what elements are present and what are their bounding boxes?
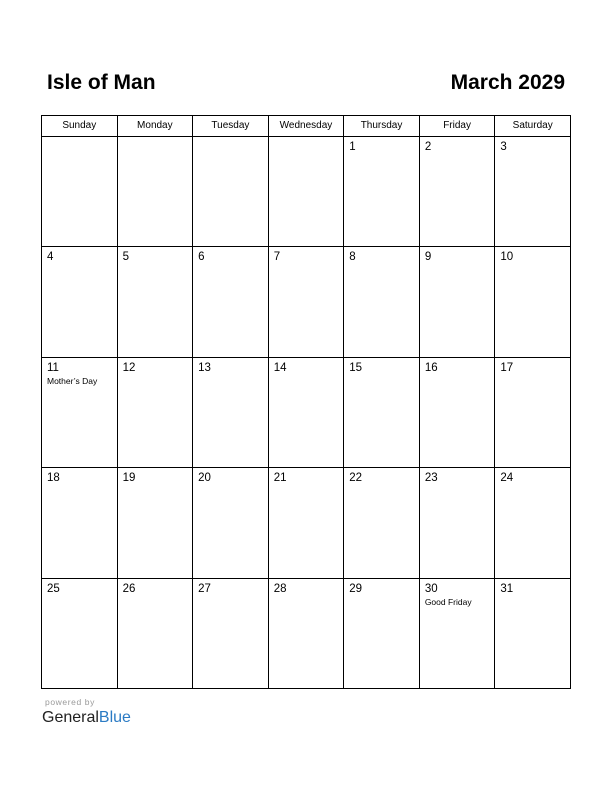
- calendar-week-row: [42, 468, 571, 578]
- holiday-label: Good Friday: [424, 596, 472, 607]
- day-cell: [419, 247, 495, 357]
- brand-name-general: General: [42, 709, 99, 726]
- day-cell: [42, 578, 118, 688]
- holiday-label: [495, 485, 570, 486]
- day-number: 13: [198, 361, 211, 374]
- day-number: 29: [349, 582, 363, 595]
- holiday-label: [193, 485, 268, 486]
- day-number: 8: [349, 251, 356, 264]
- holiday-label: [495, 264, 570, 265]
- day-cell: [419, 357, 495, 467]
- holiday-label: [344, 264, 419, 265]
- day-cell: [193, 578, 269, 688]
- holiday-label: [193, 375, 268, 376]
- weekday-header-tuesday: Tuesday: [193, 116, 269, 137]
- holiday-label: [495, 375, 570, 376]
- holiday-label: [118, 264, 193, 265]
- brand-name-blue: Blue: [98, 709, 131, 726]
- day-cell: [268, 247, 344, 357]
- day-number: 14: [273, 361, 287, 374]
- day-number: 15: [349, 361, 363, 374]
- holiday-label: [420, 375, 495, 376]
- calendar-week-row: [42, 137, 571, 247]
- holiday-label: [193, 264, 268, 265]
- day-number: 19: [122, 472, 136, 485]
- day-number: 26: [122, 582, 136, 595]
- day-cell: [344, 247, 420, 357]
- day-cell: [117, 137, 193, 247]
- calendar-week-row: [42, 247, 571, 357]
- day-number: 20: [198, 472, 211, 485]
- day-cell: [268, 468, 344, 578]
- day-number: 21: [273, 472, 287, 485]
- day-cell: [344, 137, 420, 247]
- weekday-header-friday: Friday: [419, 116, 495, 137]
- holiday-label: [344, 154, 419, 155]
- day-cell: [117, 357, 193, 467]
- holiday-label: [118, 140, 193, 141]
- day-cell: [42, 468, 118, 578]
- day-cell: [344, 357, 420, 467]
- day-cell: [42, 357, 118, 467]
- powered-by-label: powered by: [45, 697, 95, 707]
- holiday-label: [269, 140, 344, 141]
- day-number: 23: [424, 472, 438, 485]
- calendar-country-title: Isle of Man: [47, 71, 156, 94]
- day-number: 12: [122, 361, 136, 374]
- holiday-label: [420, 264, 495, 265]
- calendar-month-title: March 2029: [450, 71, 565, 94]
- holiday-label: [495, 596, 570, 597]
- day-cell: [193, 137, 269, 247]
- holiday-label: [344, 485, 419, 486]
- weekday-header-monday: Monday: [117, 116, 193, 137]
- day-cell: [268, 578, 344, 688]
- day-number: 5: [122, 251, 129, 264]
- day-number: 1: [349, 141, 356, 153]
- day-number: 24: [500, 472, 514, 485]
- day-cell: [193, 247, 269, 357]
- day-cell: [495, 578, 571, 688]
- day-cell: [117, 247, 193, 357]
- holiday-label: [118, 375, 193, 376]
- day-number: 27: [198, 582, 211, 595]
- footer-branding: [42, 697, 131, 728]
- day-number: 6: [198, 251, 205, 264]
- holiday-label: [42, 596, 117, 597]
- day-cell: [495, 137, 571, 247]
- holiday-label: [269, 485, 344, 486]
- day-cell: [268, 137, 344, 247]
- holiday-label: [269, 596, 344, 597]
- calendar-week-row: [42, 578, 571, 688]
- holiday-label: [118, 596, 193, 597]
- day-number: 25: [47, 582, 60, 595]
- day-cell: [495, 468, 571, 578]
- weekday-header-saturday: Saturday: [495, 116, 571, 137]
- weekday-header-wednesday: Wednesday: [268, 116, 344, 137]
- generalblue-logo[interactable]: [42, 708, 131, 728]
- day-number: 11: [47, 361, 59, 374]
- day-number: 16: [424, 361, 438, 374]
- day-cell: [268, 357, 344, 467]
- day-number: 30: [424, 582, 438, 595]
- day-number: 31: [500, 582, 514, 595]
- day-number: 18: [47, 472, 60, 485]
- day-cell: [193, 357, 269, 467]
- holiday-label: [269, 264, 344, 265]
- day-number: 22: [349, 472, 363, 485]
- day-number: 28: [273, 582, 287, 595]
- calendar-week-row: [42, 357, 571, 467]
- holiday-label: [193, 596, 268, 597]
- day-number: 17: [500, 361, 514, 374]
- day-number: 9: [424, 251, 432, 264]
- day-cell: [419, 468, 495, 578]
- day-cell: [117, 578, 193, 688]
- day-cell: [42, 247, 118, 357]
- holiday-label: [420, 154, 495, 155]
- calendar-grid: [41, 115, 571, 689]
- day-number: 3: [500, 141, 507, 153]
- day-cell: [419, 137, 495, 247]
- day-cell: [344, 578, 420, 688]
- holiday-label: [193, 140, 268, 141]
- holiday-label: [344, 596, 419, 597]
- holiday-label: [344, 375, 419, 376]
- holiday-label: [42, 264, 117, 265]
- day-number: 4: [47, 251, 54, 264]
- day-cell: [495, 247, 571, 357]
- holiday-label: [420, 485, 495, 486]
- day-cell: [495, 357, 571, 467]
- day-number: 10: [500, 251, 514, 264]
- day-number: 7: [273, 251, 281, 264]
- day-cell: [344, 468, 420, 578]
- day-cell: [419, 578, 495, 688]
- weekday-header-sunday: Sunday: [42, 116, 118, 137]
- holiday-label: [269, 375, 344, 376]
- holiday-label: [42, 140, 117, 141]
- holiday-label: [42, 485, 117, 486]
- day-number: 2: [424, 141, 432, 153]
- weekday-header-thursday: Thursday: [344, 116, 420, 137]
- day-cell: [193, 468, 269, 578]
- holiday-label: Mother’s Day: [47, 375, 98, 386]
- holiday-label: [118, 485, 193, 486]
- day-cell: [117, 468, 193, 578]
- holiday-label: [495, 154, 570, 155]
- weekday-header-row: [42, 116, 571, 137]
- day-cell: [42, 137, 118, 247]
